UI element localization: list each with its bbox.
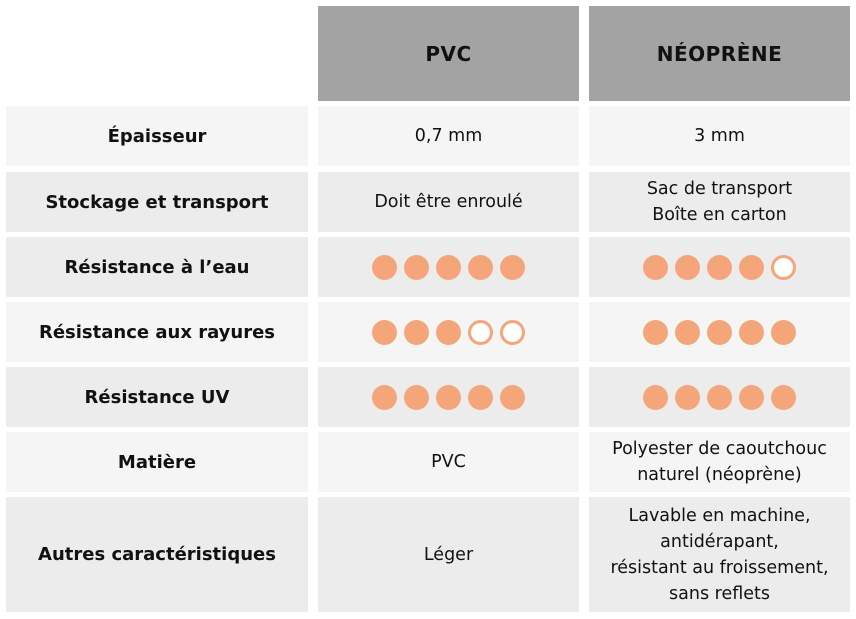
cell-text-line: antidérapant, (660, 531, 779, 552)
empty-rating-dot-icon (468, 320, 493, 345)
row-label-matiere (6, 432, 308, 492)
rating-dots (372, 255, 525, 280)
cell-neoprene-stockage (589, 172, 850, 232)
cell-text: Léger (423, 544, 474, 565)
filled-rating-dot-icon (372, 320, 397, 345)
column-header-pvc (318, 6, 579, 101)
filled-rating-dot-icon (675, 255, 700, 280)
filled-rating-dot-icon (468, 255, 493, 280)
filled-rating-dot-icon (436, 385, 461, 410)
cell-text: 0,7 mm (414, 126, 483, 146)
cell-text-line: Sac de transport (646, 179, 793, 199)
filled-rating-dot-icon (739, 385, 764, 410)
row-label-resistance-uv (6, 367, 308, 427)
filled-rating-dot-icon (643, 385, 668, 410)
empty-rating-dot-icon (500, 320, 525, 345)
cell-text-line: sans reflets (669, 583, 770, 604)
row-label-text: Résistance à l’eau (64, 256, 250, 278)
filled-rating-dot-icon (500, 385, 525, 410)
column-header-neoprene (589, 6, 850, 101)
filled-rating-dot-icon (404, 385, 429, 410)
filled-rating-dot-icon (500, 255, 525, 280)
cell-pvc-resistance-eau (318, 237, 579, 297)
filled-rating-dot-icon (468, 385, 493, 410)
cell-text: 3 mm (694, 126, 745, 146)
cell-pvc-stockage (318, 172, 579, 232)
filled-rating-dot-icon (436, 320, 461, 345)
filled-rating-dot-icon (372, 255, 397, 280)
row-label-stockage (6, 172, 308, 232)
row-label-text: Épaisseur (107, 125, 207, 147)
rating-dots (372, 385, 525, 410)
filled-rating-dot-icon (707, 320, 732, 345)
cell-pvc-epaisseur (318, 106, 579, 166)
filled-rating-dot-icon (739, 255, 764, 280)
filled-rating-dot-icon (707, 255, 732, 280)
cell-pvc-resistance-rayures (318, 302, 579, 362)
row-label-text: Matière (117, 451, 197, 473)
row-label-text: Résistance UV (84, 386, 230, 408)
cell-text-line: Polyester de caoutchouc (612, 439, 827, 459)
filled-rating-dot-icon (739, 320, 764, 345)
cell-neoprene-matiere (589, 432, 850, 492)
cell-text-line: Boîte en carton (652, 205, 787, 225)
cell-pvc-autres (318, 497, 579, 612)
row-label-text: Résistance aux rayures (38, 321, 276, 343)
cell-text: PVC (431, 452, 466, 472)
filled-rating-dot-icon (436, 255, 461, 280)
filled-rating-dot-icon (675, 320, 700, 345)
filled-rating-dot-icon (675, 385, 700, 410)
row-label-resistance-eau (6, 237, 308, 297)
row-label-resistance-rayures (6, 302, 308, 362)
filled-rating-dot-icon (404, 255, 429, 280)
filled-rating-dot-icon (404, 320, 429, 345)
cell-neoprene-resistance-uv (589, 367, 850, 427)
cell-text-line: résistant au froissement, (610, 557, 829, 578)
row-label-text: Stockage et transport (45, 191, 269, 213)
filled-rating-dot-icon (643, 320, 668, 345)
rating-dots (372, 320, 525, 345)
row-label-autres (6, 497, 308, 612)
column-header-pvc-label: PVC (425, 41, 472, 66)
filled-rating-dot-icon (707, 385, 732, 410)
empty-rating-dot-icon (771, 255, 796, 280)
column-header-neoprene-label: NÉOPRÈNE (656, 41, 783, 66)
rating-dots (643, 320, 796, 345)
cell-neoprene-autres (589, 497, 850, 612)
cell-text: Doit être enroulé (374, 192, 523, 212)
cell-neoprene-epaisseur (589, 106, 850, 166)
filled-rating-dot-icon (771, 385, 796, 410)
cell-neoprene-resistance-eau (589, 237, 850, 297)
rating-dots (643, 255, 796, 280)
filled-rating-dot-icon (771, 320, 796, 345)
row-label-text: Autres caractéristiques (38, 544, 276, 565)
rating-dots (643, 385, 796, 410)
cell-pvc-resistance-uv (318, 367, 579, 427)
cell-neoprene-resistance-rayures (589, 302, 850, 362)
cell-text-line: naturel (néoprène) (637, 465, 802, 485)
filled-rating-dot-icon (372, 385, 397, 410)
filled-rating-dot-icon (643, 255, 668, 280)
cell-pvc-matiere (318, 432, 579, 492)
row-label-epaisseur (6, 106, 308, 166)
cell-text-line: Lavable en machine, (628, 505, 811, 526)
